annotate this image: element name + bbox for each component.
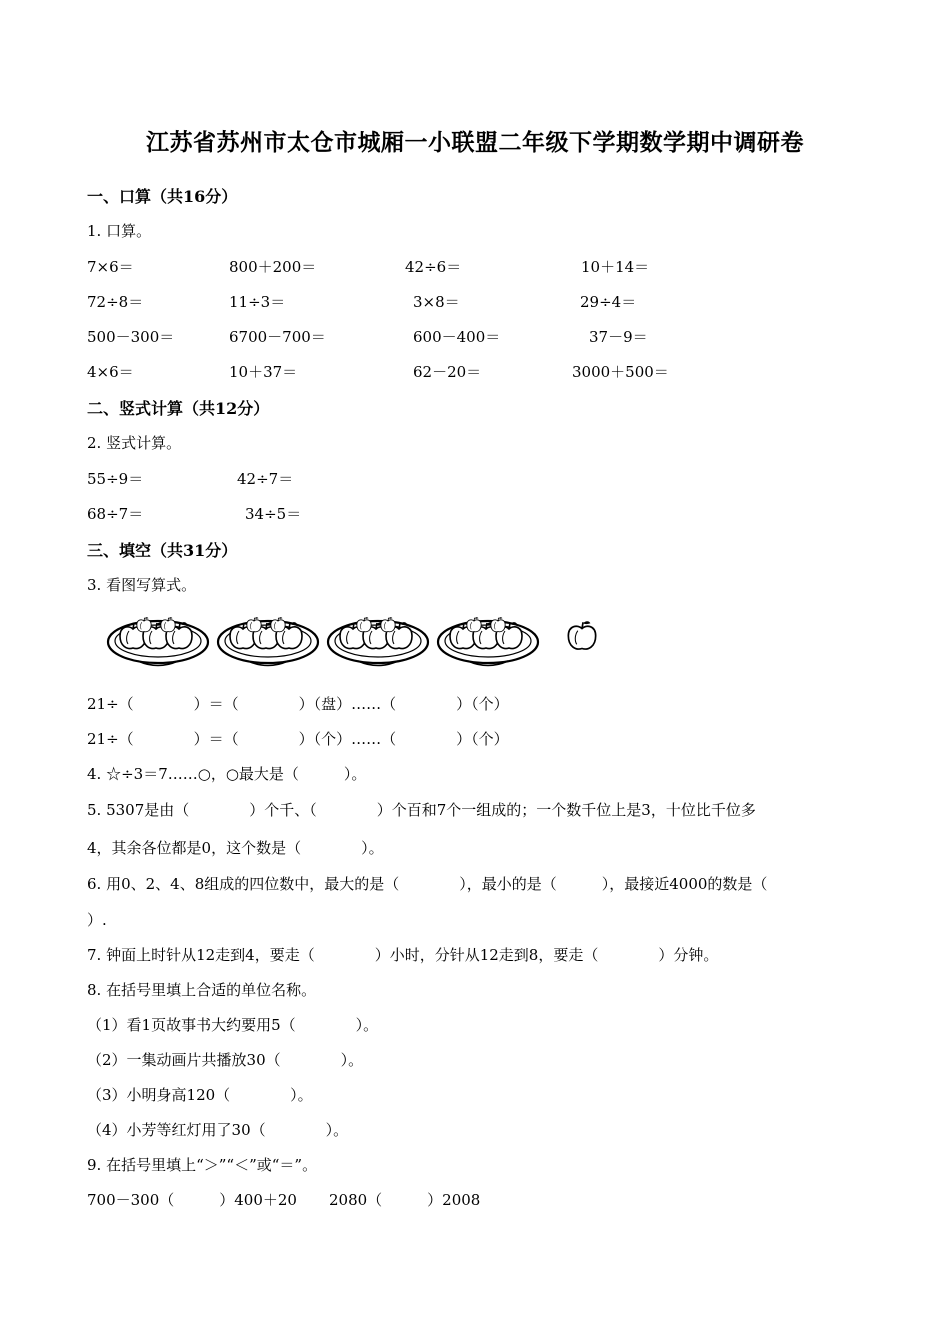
vertical-calc-item: 55÷9＝: [87, 470, 144, 488]
oral-calc-item: 6700－700＝: [229, 328, 326, 346]
oral-calc-item: 4×6＝: [87, 363, 134, 381]
question-5-line-2: 4，其余各位都是0，这个数是（ ）。: [87, 839, 384, 857]
oral-calc-item: 7×6＝: [87, 258, 134, 276]
single-apple: [568, 621, 595, 649]
question-4: 4. ☆÷3＝7……○，○最大是（ ）。: [87, 765, 367, 783]
question-6-line-2: ）.: [87, 911, 107, 929]
question-6-line-1: 6. 用0、2、4、8组成的四位数中，最大的是（ ），最小的是（ ），最接近4000的数是（: [87, 875, 768, 893]
compare-item: 2080（ ）2008: [329, 1191, 481, 1209]
oral-calc-item: 10＋14＝: [581, 258, 650, 276]
vertical-calc-item: 34÷5＝: [245, 505, 302, 523]
section-heading-1: 一、口算（共16分）: [87, 187, 238, 206]
question-8: 8. 在括号里填上合适的单位名称。: [87, 981, 317, 999]
oral-calc-item: 29÷4＝: [580, 293, 637, 311]
oral-calc-item: 11÷3＝: [229, 293, 286, 311]
question-5-line-1: 5. 5307是由（ ）个千、（ ）个百和7个一组成的；一个数千位上是3，十位比千位多: [87, 801, 756, 819]
plate-with-apples: [108, 617, 208, 665]
oral-calc-item: 500－300＝: [87, 328, 175, 346]
question-8-item-4: （4）小芳等红灯用了30（ ）。: [87, 1121, 349, 1139]
question-9: 9. 在括号里填上“＞”“＜”或“＝”。: [87, 1156, 318, 1174]
question-3-line-1: 21÷（ ）＝（ ）（盘）……（ ）（个）: [87, 695, 509, 713]
vertical-calc-item: 42÷7＝: [237, 470, 294, 488]
question-9-row: [0, 1189, 950, 1209]
question-8-item-3: （3）小明身高120（ ）。: [87, 1086, 313, 1104]
plate-with-apples: [328, 617, 428, 665]
apple-plates-illustration: [100, 604, 620, 674]
plate-with-apples: [218, 617, 318, 665]
question-2: 2. 竖式计算。: [87, 434, 182, 452]
question-1: 1. 口算。: [87, 222, 152, 240]
oral-calc-row: [0, 326, 950, 346]
oral-calc-row: [0, 291, 950, 311]
oral-calc-item: 37－9＝: [589, 328, 648, 346]
section-heading-2: 二、竖式计算（共12分）: [87, 399, 270, 418]
oral-calc-row: [0, 256, 950, 276]
oral-calc-item: 72÷8＝: [87, 293, 144, 311]
question-8-item-2: （2）一集动画片共播放30（ ）。: [87, 1051, 364, 1069]
vertical-calc-item: 68÷7＝: [87, 505, 144, 523]
oral-calc-row: [0, 361, 950, 381]
question-7: 7. 钟面上时针从12走到4，要走（ ）小时，分针从12走到8，要走（ ）分钟。: [87, 946, 719, 964]
question-3-line-2: 21÷（ ）＝（ ）（个）……（ ）（个）: [87, 730, 509, 748]
oral-calc-item: 800＋200＝: [229, 258, 317, 276]
oral-calc-item: 3×8＝: [413, 293, 460, 311]
oral-calc-item: 600－400＝: [413, 328, 501, 346]
section-heading-3: 三、填空（共31分）: [87, 541, 238, 560]
question-8-item-1: （1）看1页故事书大约要用5（ ）。: [87, 1016, 379, 1034]
compare-item: 700－300（ ）400＋20: [87, 1191, 297, 1209]
plate-with-apples: [438, 617, 538, 665]
question-3: 3. 看图写算式。: [87, 576, 197, 594]
page-title: 江苏省苏州市太仓市城厢一小联盟二年级下学期数学期中调研卷: [146, 129, 804, 156]
oral-calc-item: 42÷6＝: [405, 258, 462, 276]
oral-calc-item: 62－20＝: [413, 363, 482, 381]
oral-calc-item: 3000＋500＝: [572, 363, 669, 381]
vertical-calc-row: [0, 503, 950, 523]
oral-calc-item: 10＋37＝: [229, 363, 298, 381]
vertical-calc-row: [0, 468, 950, 488]
